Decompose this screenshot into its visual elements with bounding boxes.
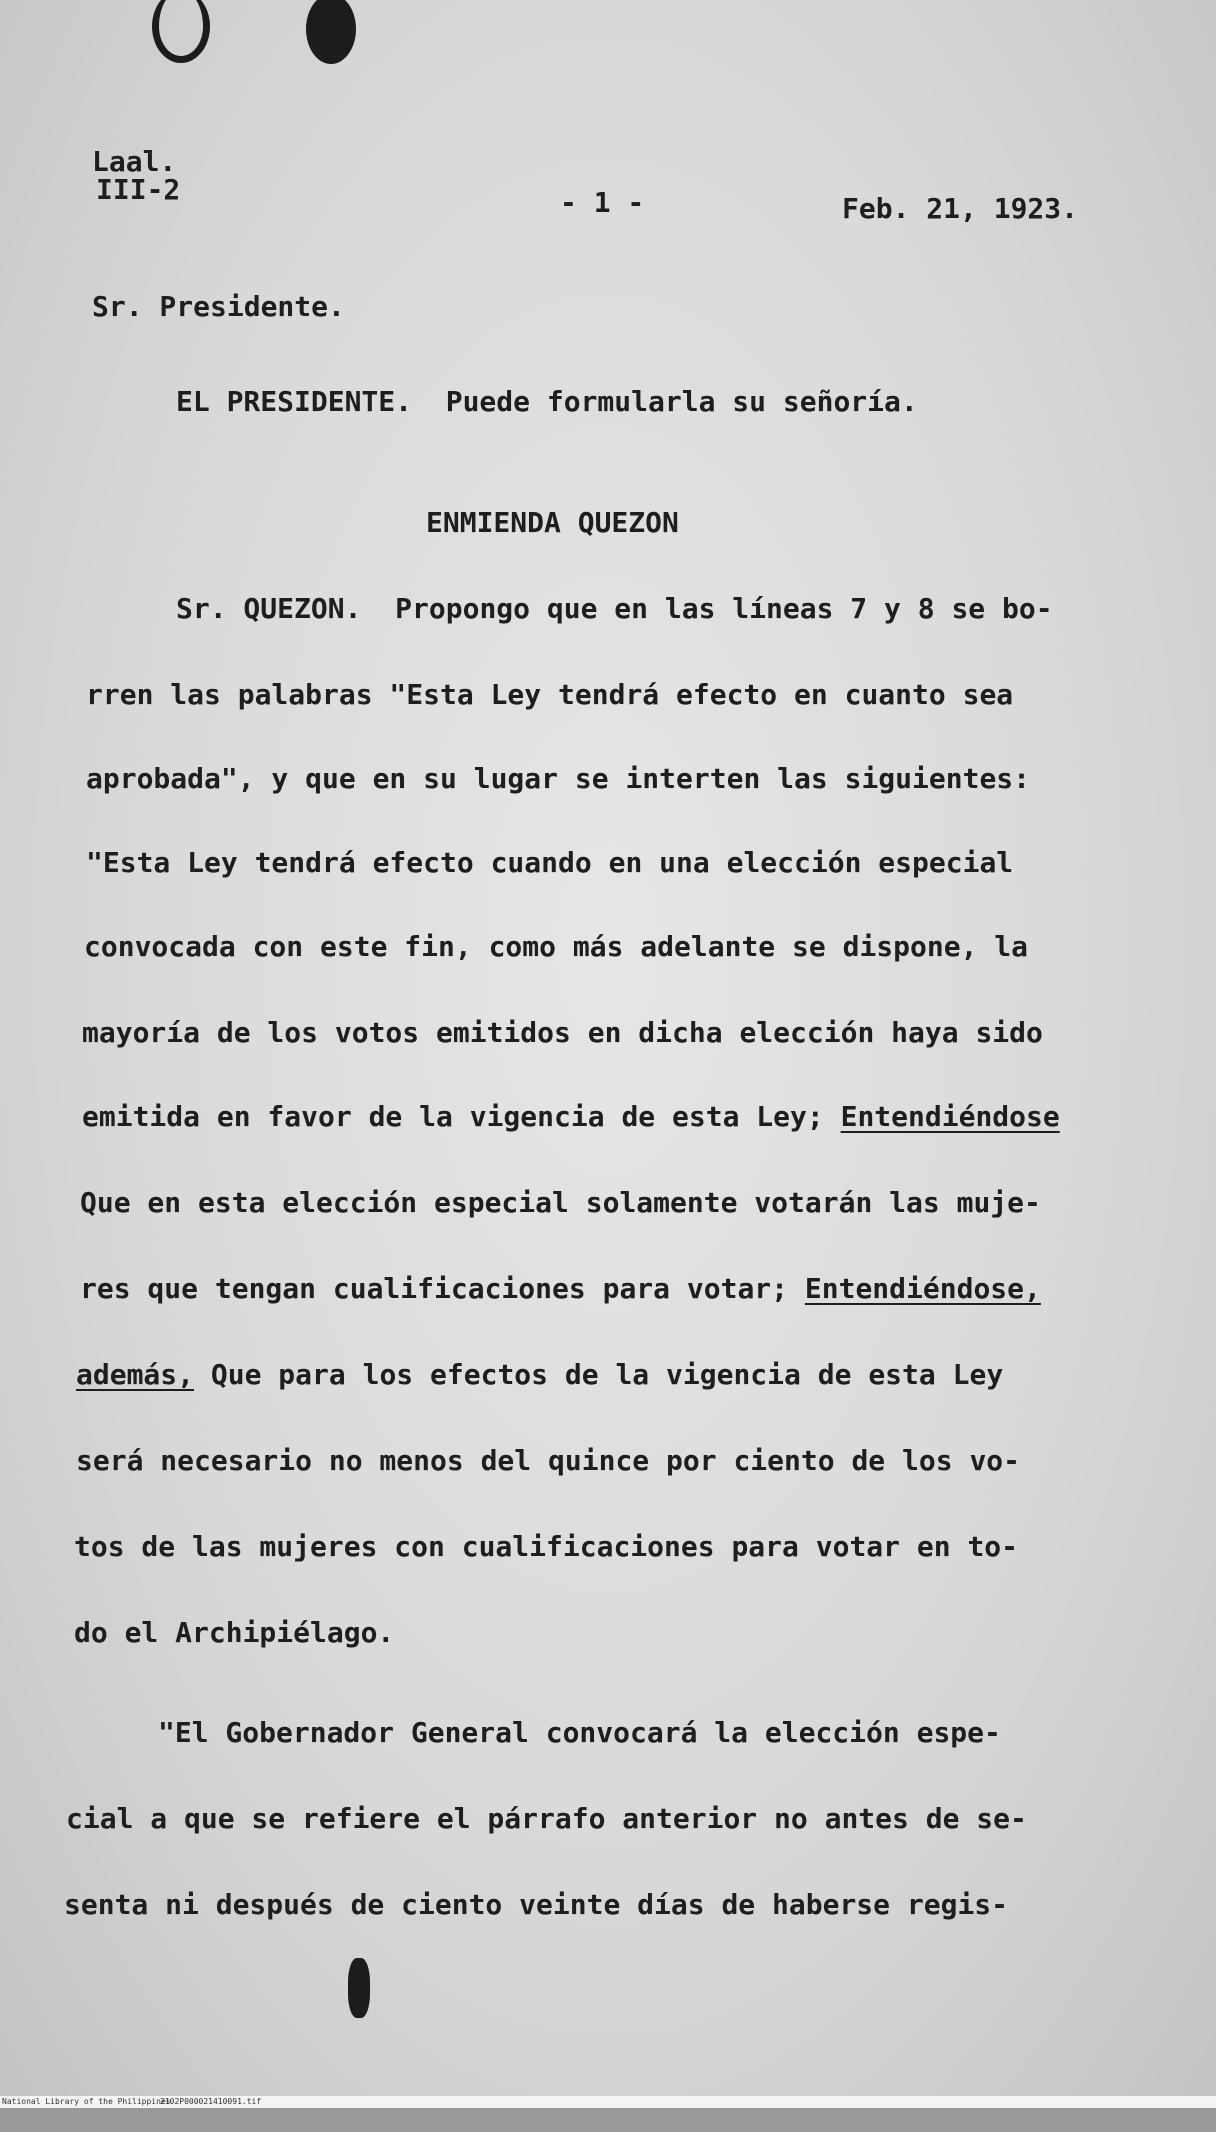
underlined-proviso-2: Entendiéndose, [804,1272,1041,1305]
file-name: 2102P000021410091.tif [160,2097,262,2106]
para2-line-3: senta ni después de ciento veinte días de haberse regis- [64,1888,1009,1921]
body-line-8: Que en esta elección especial solamente votarán las muje- [80,1186,1041,1219]
body-line-12: tos de las mujeres con cualificaciones para votar en to- [74,1530,1019,1563]
document-reference-line2: III-2 [96,173,181,206]
body-line-2: rren las palabras "Esta Ley tendrá efecto en cuanto sea [86,678,1014,711]
document-reference-line1: Laal. [92,145,177,178]
source-label: National Library of the Philippines [2,2097,171,2106]
document-date: Feb. 21, 1923. [842,192,1079,225]
body-line-9: res que tengan cualificaciones para votar; Entendiéndose, [80,1272,1041,1305]
para2-line-1: "El Gobernador General convocará la elección espe- [158,1716,1001,1749]
body-line-3: aprobada", y que en su lugar se interten las siguientes: [86,762,1031,795]
para2-line-2: cial a que se refiere el párrafo anterior no antes de se- [66,1802,1027,1835]
scan-footer [0,2096,1216,2108]
body-line-6: mayoría de los votos emitidos en dicha elección haya sido [82,1016,1043,1049]
body-line-7: emitida en favor de la vigencia de esta Ley; Entendiéndose [82,1100,1060,1133]
speaker-name: Sr. QUEZON. [176,592,362,625]
body-line-13: do el Archipiélago. [74,1616,395,1649]
body-line-11: será necesario no menos del quince por ciento de los vo- [76,1444,1021,1477]
body-line-1: Sr. QUEZON. Propongo que en las líneas 7 y 8 se bo- [176,592,1053,625]
punch-hole-mark-left [152,0,210,63]
speaker-line: Sr. Presidente. [92,290,345,323]
president-line: EL PRESIDENTE. Puede formularla su señoría. [176,385,918,418]
section-heading: ENMIENDA QUEZON [426,506,679,539]
page-number: - 1 - [560,186,645,219]
underlined-ademas: además, [76,1358,195,1391]
body-line-10: además, Que para los efectos de la vigencia de esta Ley [76,1358,1004,1391]
punch-hole-mark-right [306,0,356,64]
underlined-proviso: Entendiéndose [840,1100,1060,1133]
body-line-5: convocada con este fin, como más adelante se dispone, la [84,930,1029,963]
bottom-ink-mark [348,1958,370,2018]
body-line-4: "Esta Ley tendrá efecto cuando en una elección especial [86,846,1014,879]
